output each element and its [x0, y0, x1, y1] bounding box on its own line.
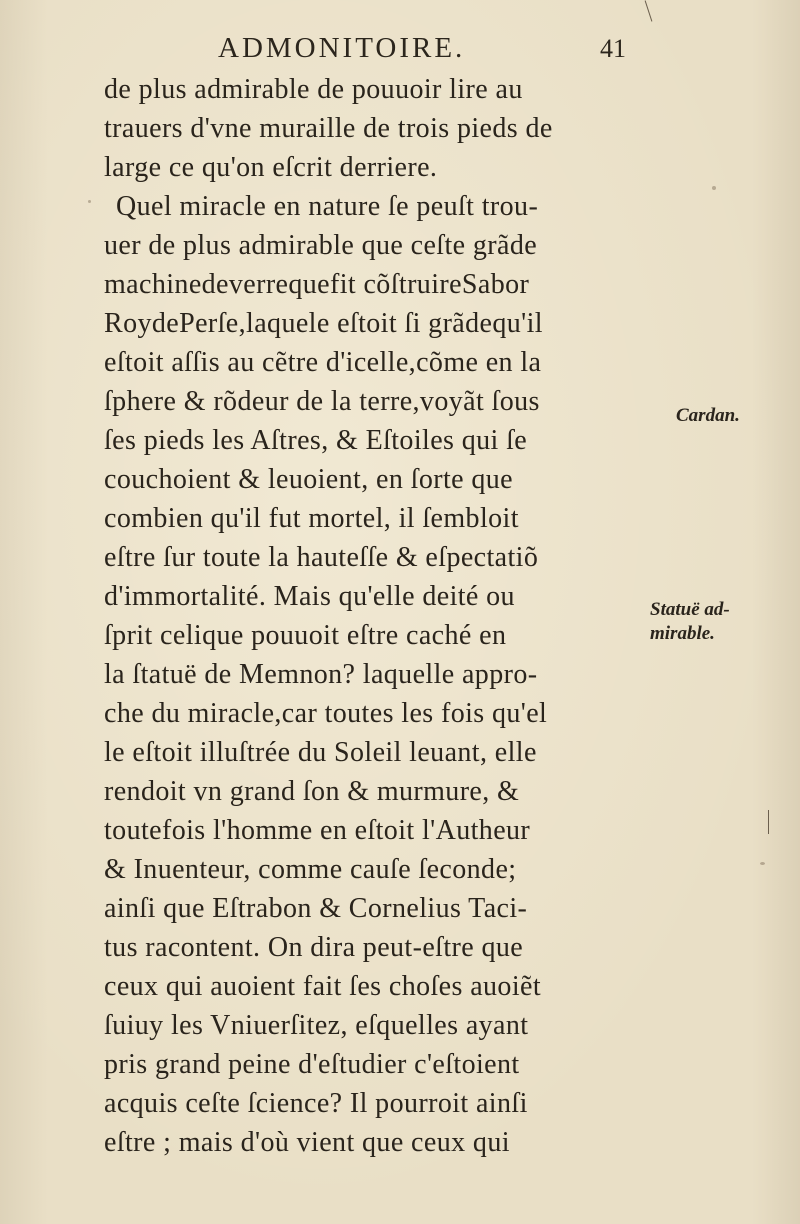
- text-line: combien qu'il fut mortel, il ſembloit: [104, 503, 519, 534]
- text-line: ceux qui auoient fait ſes choſes auoiẽt: [104, 971, 542, 1002]
- text-line: trauers d'vne muraille de trois pieds de: [104, 113, 553, 144]
- page-number: 41: [600, 34, 626, 63]
- margin-note-text: Statuë ad-: [650, 599, 730, 620]
- text-line: tus racontent. On dira peut-eſtre que: [104, 932, 524, 963]
- text-line: le eſtoit illuſtrée du Soleil leuant, elle: [104, 737, 537, 768]
- text-line: machinedeverrequefit cõſtruireSabor: [104, 269, 530, 300]
- text-line: Quel miracle en nature ſe peuſt trou-: [116, 191, 539, 222]
- margin-note-text: Cardan.: [676, 405, 740, 426]
- text-line: che du miracle,car toutes les fois qu'el: [104, 698, 548, 729]
- text-line: ſphere & rõdeur de la terre,voyãt ſous: [104, 386, 540, 417]
- text-line: uer de plus admirable que ceſte grãde: [104, 230, 538, 261]
- running-head: [100, 32, 660, 72]
- text-line: eſtoit aſſis au cẽtre d'icelle,cõme en la: [104, 347, 542, 378]
- text-line: ainſi que Eſtrabon & Cornelius Taci-: [104, 893, 528, 924]
- paper-stain: [760, 862, 765, 865]
- text-line: acquis ceſte ſcience? Il pourroit ainſi: [104, 1088, 528, 1119]
- body-text: [104, 70, 664, 1162]
- running-title: ADMONITOIRE.: [218, 32, 466, 64]
- text-line: eſtre ; mais d'où vient que ceux qui: [104, 1127, 510, 1158]
- text-line: de plus admirable de pouuoir lire au: [104, 74, 523, 105]
- paper-stain: [88, 200, 91, 203]
- text-line: pris grand peine d'eſtudier c'eſtoient: [104, 1049, 520, 1080]
- text-line: d'immortalité. Mais qu'elle deité ou: [104, 581, 515, 612]
- paper-stain: [712, 186, 716, 190]
- text-line: & Inuenteur, comme cauſe ſeconde;: [104, 854, 517, 885]
- text-line: large ce qu'on eſcrit derriere.: [104, 152, 438, 183]
- text-line: rendoit vn grand ſon & murmure, &: [104, 776, 520, 807]
- margin-note-cardan: [676, 404, 740, 428]
- text-line: ſprit celique pouuoit eſtre caché en: [104, 620, 507, 651]
- text-line: toutefois l'homme en eſtoit l'Autheur: [104, 815, 531, 846]
- text-line: RoydePerſe,laquele eſtoit ſi grãdequ'il: [104, 308, 543, 339]
- paper-mark: [645, 0, 653, 21]
- text-line: ſuiuy les Vniuerſitez, eſquelles ayant: [104, 1010, 529, 1041]
- text-line: ſes pieds les Aſtres, & Eſtoiles qui ſe: [104, 425, 528, 456]
- text-line: couchoient & leuoient, en ſorte que: [104, 464, 513, 495]
- text-line: la ſtatuë de Memnon? laquelle appro-: [104, 659, 538, 690]
- margin-note-text: mirable.: [650, 623, 715, 644]
- margin-note-statue: [650, 598, 730, 646]
- text-line: eſtre ſur toute la hauteſſe & eſpectatiõ: [104, 542, 539, 573]
- paper-mark: [768, 810, 769, 834]
